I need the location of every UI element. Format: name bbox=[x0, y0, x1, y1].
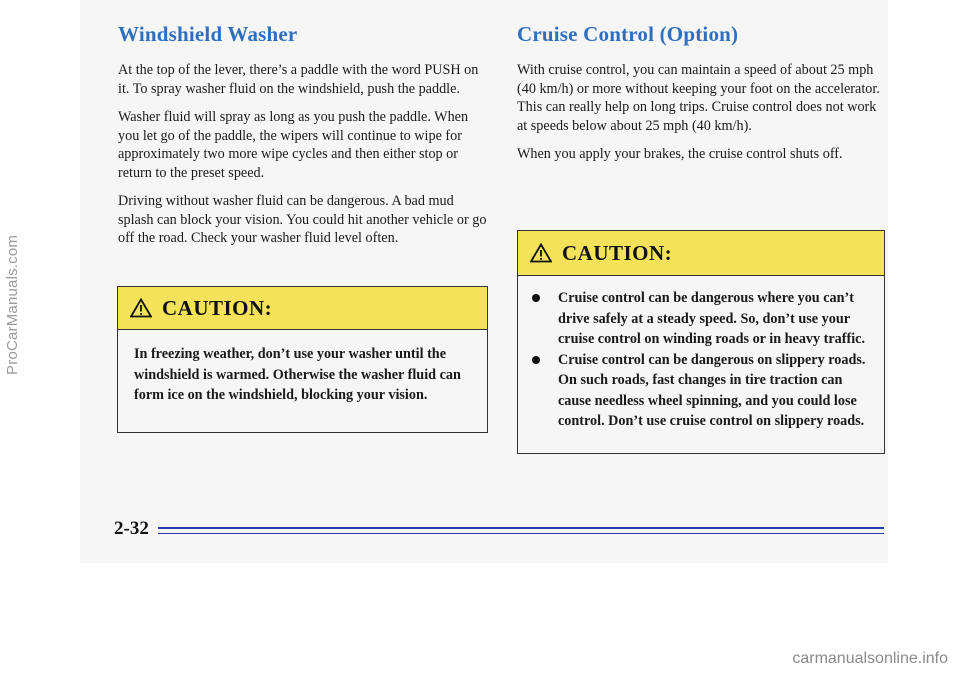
footer-rule-thin bbox=[158, 533, 884, 534]
caution-bullet-item bbox=[532, 288, 868, 350]
footer-rule bbox=[158, 527, 884, 529]
warning-triangle-icon bbox=[130, 298, 152, 318]
bullet-icon bbox=[532, 294, 540, 302]
paragraph: Driving without washer fluid can be dangerous. A bad mud splash can block your vision. You could hit another vehicle or go off the road. Check your washer fluid level often. bbox=[118, 193, 487, 246]
caution-item-text: Cruise control can be dangerous on slippery roads. On such roads, fast changes in tire traction can cause needless wheel spinning, and you could lose control. Don’t use cruise control on slippery roads. bbox=[558, 351, 866, 429]
footer-watermark: carmanualsonline.info bbox=[792, 650, 948, 667]
side-watermark: ProCarManuals.com bbox=[4, 234, 21, 375]
caution-box-washer bbox=[117, 286, 488, 433]
caution-item-text: Cruise control can be dangerous where you can’t drive safely at a steady speed. So, don’t use your cruise control on winding roads or in heavy traffic. bbox=[558, 290, 866, 347]
warning-triangle-icon bbox=[530, 243, 552, 263]
page-number: 2-32 bbox=[114, 518, 149, 539]
left-column bbox=[118, 22, 488, 258]
section-heading-cruise-control: Cruise Control (Option) bbox=[517, 22, 739, 46]
right-column bbox=[517, 22, 885, 174]
caution-bullet-item bbox=[532, 350, 868, 432]
caution-text: In freezing weather, don’t use your washer until the windshield is warmed. Otherwise the washer fluid can form ice on the windshield, blocking your vision. bbox=[134, 346, 461, 403]
caution-list bbox=[518, 276, 884, 432]
caution-header bbox=[518, 231, 884, 276]
caution-label: CAUTION: bbox=[162, 295, 273, 320]
paragraph: When you apply your brakes, the cruise control shuts off. bbox=[517, 146, 843, 162]
paragraph: Washer fluid will spray as long as you push the paddle. When you let go of the paddle, the wipers will continue to wipe for approximately two more wipe cycles and then either stop or return to the preset speed. bbox=[118, 109, 469, 181]
caution-label: CAUTION: bbox=[562, 240, 673, 265]
caution-box-cruise bbox=[517, 230, 885, 454]
caution-header bbox=[118, 287, 487, 330]
paragraph: At the top of the lever, there’s a paddle with the word PUSH on it. To spray washer fluid on the windshield, push the paddle. bbox=[118, 62, 479, 97]
section-heading-windshield-washer: Windshield Washer bbox=[118, 22, 298, 46]
paragraph: With cruise control, you can maintain a speed of about 25 mph (40 km/h) or more without keeping your foot on the accelerator. This can really help on long trips. Cruise control does not work at speeds below about 25 mph (40 km/h). bbox=[517, 62, 880, 134]
bullet-icon bbox=[532, 356, 540, 364]
